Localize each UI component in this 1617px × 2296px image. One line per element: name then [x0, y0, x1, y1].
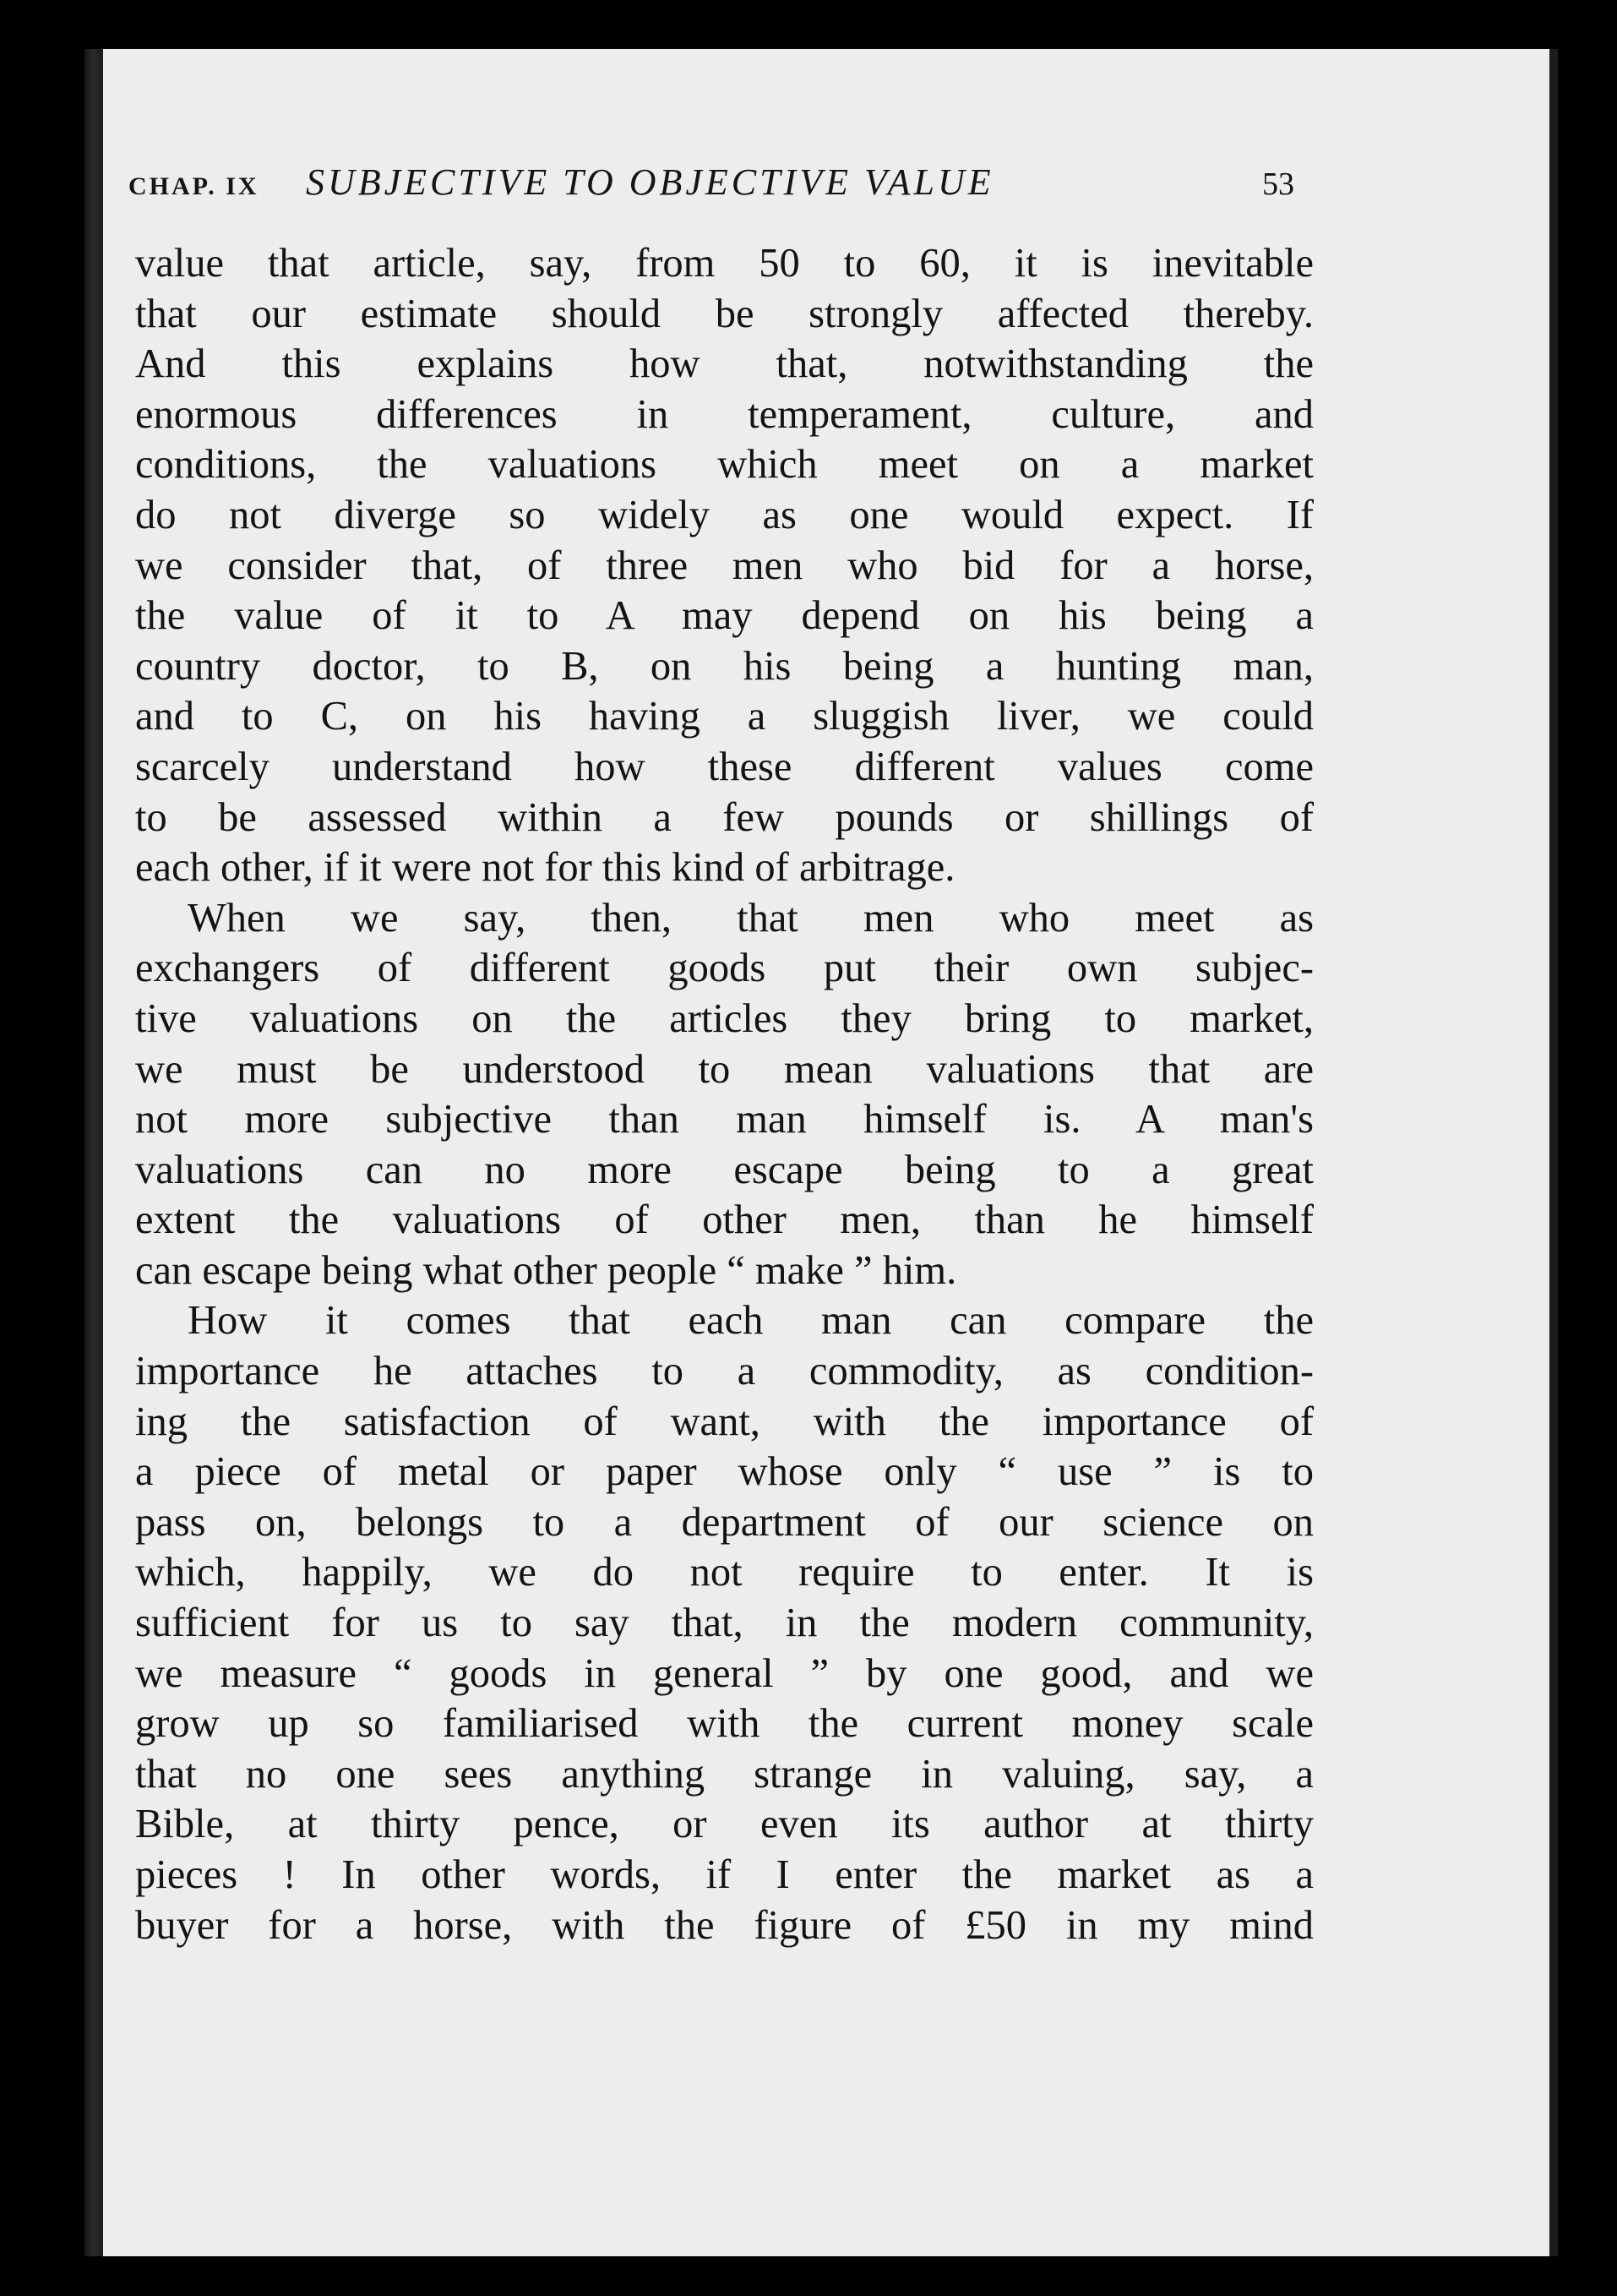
text-line: a piece of metal or paper whose only “ use ” is to [135, 1449, 1314, 1495]
paragraph [135, 238, 1314, 893]
text-line: extent the valuations of other men, than he himself [135, 1197, 1314, 1243]
text-line: scarcely understand how these different values come [135, 744, 1314, 789]
text-line: each other, if it were not for this kind of arbitrage. [135, 845, 956, 891]
text-line: that our estimate should be strongly affected thereby. [135, 291, 1314, 336]
text-line: do not diverge so widely as one would expect. If [135, 492, 1314, 537]
text-line: value that article, say, from 50 to 60, it is inevitable [135, 241, 1314, 286]
text-line: we must be understood to mean valuations that are [135, 1046, 1314, 1092]
text-line: pieces ! In other words, if I enter the market as a [135, 1852, 1314, 1897]
text-line: we consider that, of three men who bid for a horse, [135, 543, 1314, 588]
text-line: we measure “ goods in general ” by one good, and we [135, 1650, 1314, 1696]
text-line: sufficient for us to say that, in the modern community, [135, 1601, 1314, 1646]
text-line: valuations can no more escape being to a great [135, 1147, 1314, 1192]
text-line: that no one sees anything strange in valuing, say, a [135, 1751, 1314, 1797]
paragraph [135, 1295, 1314, 1950]
text-line: And this explains how that, notwithstanding the [135, 341, 1314, 387]
text-line: country doctor, to B, on his being a hunting man, [135, 643, 1314, 689]
running-title: SUBJECTIVE TO OBJECTIVE VALUE [306, 161, 994, 203]
chapter-label: CHAP. IX [128, 172, 259, 200]
text-line: not more subjective than man himself is. A man's [135, 1097, 1314, 1143]
text-line: which, happily, we do not require to enter. It is [135, 1550, 1314, 1595]
text-line: How it comes that each man can compare the [188, 1298, 1314, 1344]
page-number: 53 [1262, 166, 1294, 202]
body-text [135, 238, 1314, 1950]
text-line: ing the satisfaction of want, with the importance of [135, 1399, 1314, 1444]
text-line: grow up so familiarised with the current money scale [135, 1701, 1314, 1747]
text-line: can escape being what other people “ make ” him. [135, 1247, 957, 1293]
paragraph [135, 893, 1314, 1296]
text-line: pass on, belongs to a department of our science on [135, 1499, 1314, 1545]
text-line: the value of it to A may depend on his being a [135, 593, 1314, 639]
text-line: enormous differences in temperament, culture, and [135, 391, 1314, 437]
text-line: and to C, on his having a sluggish liver, we could [135, 694, 1314, 739]
text-line: conditions, the valuations which meet on a market [135, 442, 1314, 488]
binding-edge [84, 49, 103, 2256]
text-line: exchangers of different goods put their own subjec- [135, 946, 1314, 991]
text-line: importance he attaches to a commodity, as condition- [135, 1349, 1314, 1394]
text-line: to be assessed within a few pounds or shillings of [135, 794, 1314, 840]
text-line: buyer for a horse, with the figure of £50 in my mind [135, 1902, 1314, 1948]
running-head [128, 161, 1294, 220]
text-line: When we say, then, that men who meet as [188, 895, 1314, 941]
text-line: tive valuations on the articles they bring to market, [135, 995, 1314, 1041]
page-right-edge [1549, 49, 1558, 2256]
text-line: Bible, at thirty pence, or even its author at thirty [135, 1802, 1314, 1847]
